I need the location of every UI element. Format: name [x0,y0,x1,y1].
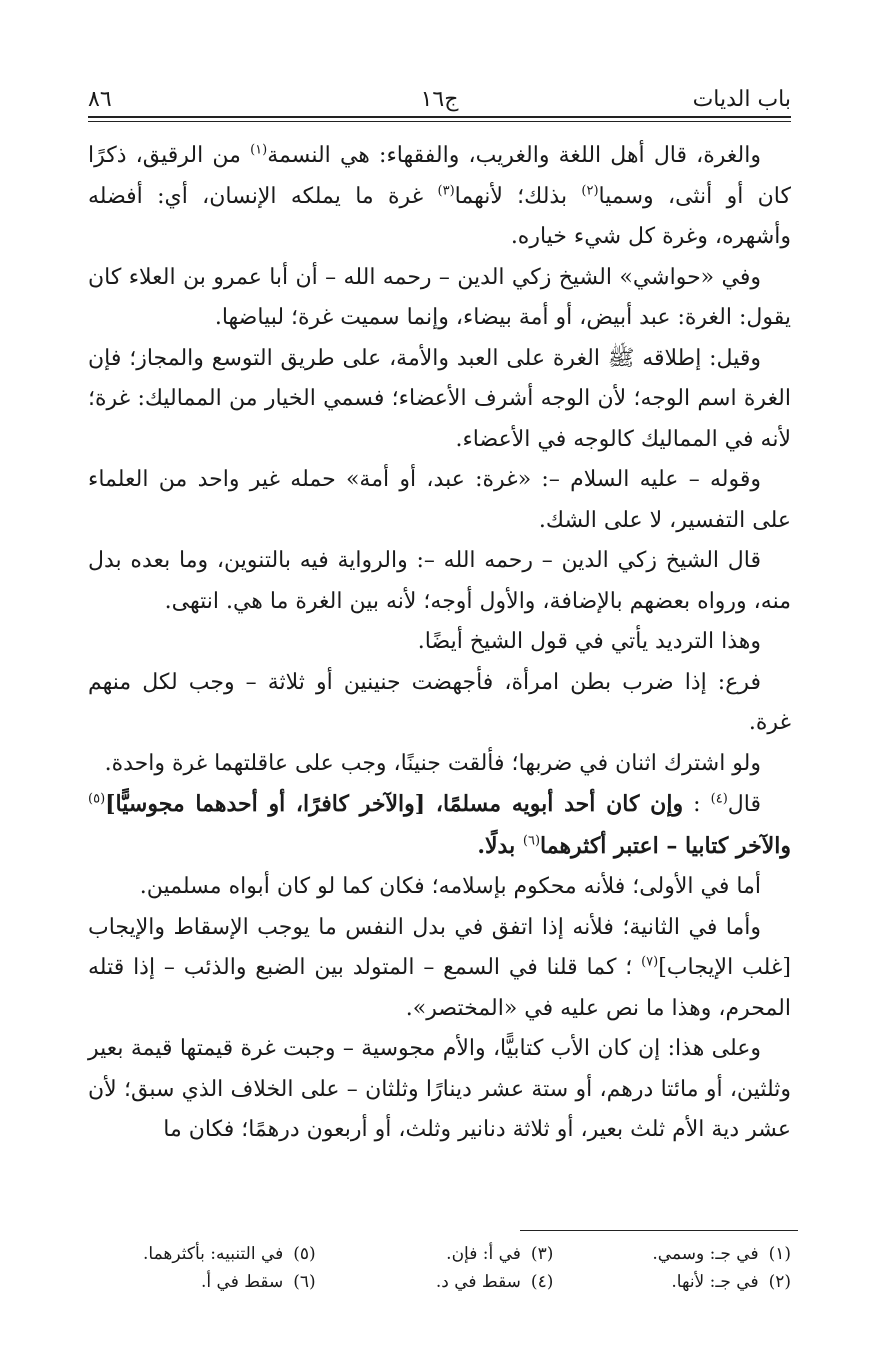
footnote-text: سقط في د. [435,1272,521,1292]
footnote-item [88,1268,316,1296]
footnote-item [326,1268,554,1296]
matn-text: وإن كان أحد أبويه مسلمًا، [والآخر كافرًا، أو أحدهما مجوسيًّا] [105,791,684,817]
paragraph [88,744,791,785]
running-header [88,78,791,112]
paragraph-text: وفي «حواشي» الشيخ زكي الدين – رحمه الله – أن أبا عمرو بن العلاء كان يقول: الغرة: عبد أبيض، أو أمة بيضاء، وإنما سميت غرة؛ لبياضها. [88,264,791,330]
footnote-item [326,1240,554,1268]
footnote-number: (٣) [530,1244,554,1264]
footnote-number: (٢) [768,1272,791,1292]
footnote-column [326,1240,554,1296]
paragraph [88,339,791,461]
footnote-text: سقط في أ. [201,1272,284,1292]
matn-text: والآخر كتابيا – اعتبر أكثرهما [540,832,791,859]
paragraph [88,136,791,258]
paragraph [88,867,791,908]
footnote-text: في جـ: وسمي. [652,1244,759,1264]
paragraph-text: وأما في الثانية؛ فلأنه إذا اتفق في بدل النفس ما يوجب الإسقاط والإيجاب [غلب الإيجاب] [88,914,792,980]
footnote-reference: (٧) [641,954,659,970]
footnote-number: (٤) [530,1272,554,1292]
paragraph-text: فرع: إذا ضرب بطن امرأة، فأجهضت جنينين أو ثلاثة – وجب لكل منهم غرة. [88,669,791,735]
paragraph-text: قال الشيخ زكي الدين – رحمه الله –: والرواية فيه بالتنوين، وما بعده بدل منه، ورواه بعضهم بالإضافة، والأول أوجه؛ لأنه بين الغرة ما هي. انتهى. [88,548,791,614]
footnote-reference: (٤) [710,791,728,807]
main-text [88,136,791,1151]
footnote-item [88,1240,316,1268]
footnote-reference: (٢) [581,183,599,199]
footnote-number: (٦) [293,1272,316,1292]
paragraph-text: وهذا الترديد يأتي في قول الشيخ أيضًا. [417,629,761,654]
paragraph [88,784,791,867]
paragraph [88,541,791,622]
paragraph-text: بذلك؛ لأنهما [454,183,582,209]
footnote-number: (١) [768,1244,791,1264]
paragraph-text: أما في الأولى؛ فلأنه محكوم بإسلامه؛ فكان كما لو كان أبواه مسلمين. [139,874,761,899]
header-rule-thin [88,121,791,122]
paragraph-text: والغرة، قال أهل اللغة والغريب، والفقهاء: هي النسمة [267,143,761,168]
footnote-item [563,1268,791,1296]
footnote-item [563,1240,791,1268]
footnote-reference: (٦) [522,833,541,849]
footnote-reference: (٣) [437,183,455,199]
matn-text: بدلًا. [477,832,523,859]
footnote-reference: (١) [250,142,268,158]
footnote-reference: (٥) [88,791,106,807]
footnote-text: في التنبيه: بأكثرهما. [142,1244,284,1264]
paragraph-text: وقوله – عليه السلام –: «غرة: عبد، أو أمة» حمله غير واحد من العلماء على التفسير، لا على الشك. [88,467,791,533]
paragraph-text: وعلى هذا: إن كان الأب كتابيًّا، والأم مجوسية – وجبت غرة قيمتها قيمة بعير وثلثين، أو مائتا درهم، أو ستة عشر دينارًا وثلثان – على الخلاف الذي سبق؛ لأن عشر دية الأم ثلث بعير، أو ثلاثة دنانير وثلث، أو أربعون درهمًا؛ فكان ما [88,1036,791,1142]
paragraph [88,460,791,541]
footnote-text: في أ: فإن. [446,1244,521,1264]
paragraph-text: ولو اشترك اثنان في ضربها؛ فألقت جنينًا، وجب على عاقلتهما غرة واحدة. [104,750,761,776]
chapter-title: باب الديات [692,87,791,112]
footnote-text: في جـ: لأنها. [671,1272,759,1292]
paragraph-text: : [683,792,711,817]
paragraph-text: غرة ما يملكه الإنسان، أي: أفضله وأشهره، وغرة كل شيء خياره. [88,183,791,249]
paragraph [88,258,791,339]
paragraph-text: من الرقيق، ذكرًا كان أو أنثى، وسميا [88,143,791,209]
paragraph-text: قال [727,792,762,817]
paragraph [88,663,791,744]
footnotes [88,1240,791,1296]
page-number: ٨٦ [88,87,112,112]
paragraph-text: وقيل: إطلاقه ﷺ الغرة على العبد والأمة، على طريق التوسع والمجاز؛ فإن الغرة اسم الوجه؛ لأن الوجه أشرف الأعضاء؛ فسمي الخيار من المماليك: غرة؛ لأنه في المماليك كالوجه في الأعضاء. [88,345,791,452]
paragraph [88,1029,791,1151]
footnote-column [88,1240,316,1296]
paragraph-text: ؛ كما قلنا في السمع – المتولد بين الضبع والذئب – إذا قتله المحرم، وهذا ما نص عليه في «المختصر». [88,955,791,1021]
volume-number: ج١٦ [420,87,459,112]
header-rule-thick [88,116,791,118]
paragraph [88,622,791,663]
footnote-column [563,1240,791,1296]
paragraph [88,908,791,1030]
footnote-separator [520,1230,798,1231]
footnote-number: (٥) [293,1244,316,1264]
